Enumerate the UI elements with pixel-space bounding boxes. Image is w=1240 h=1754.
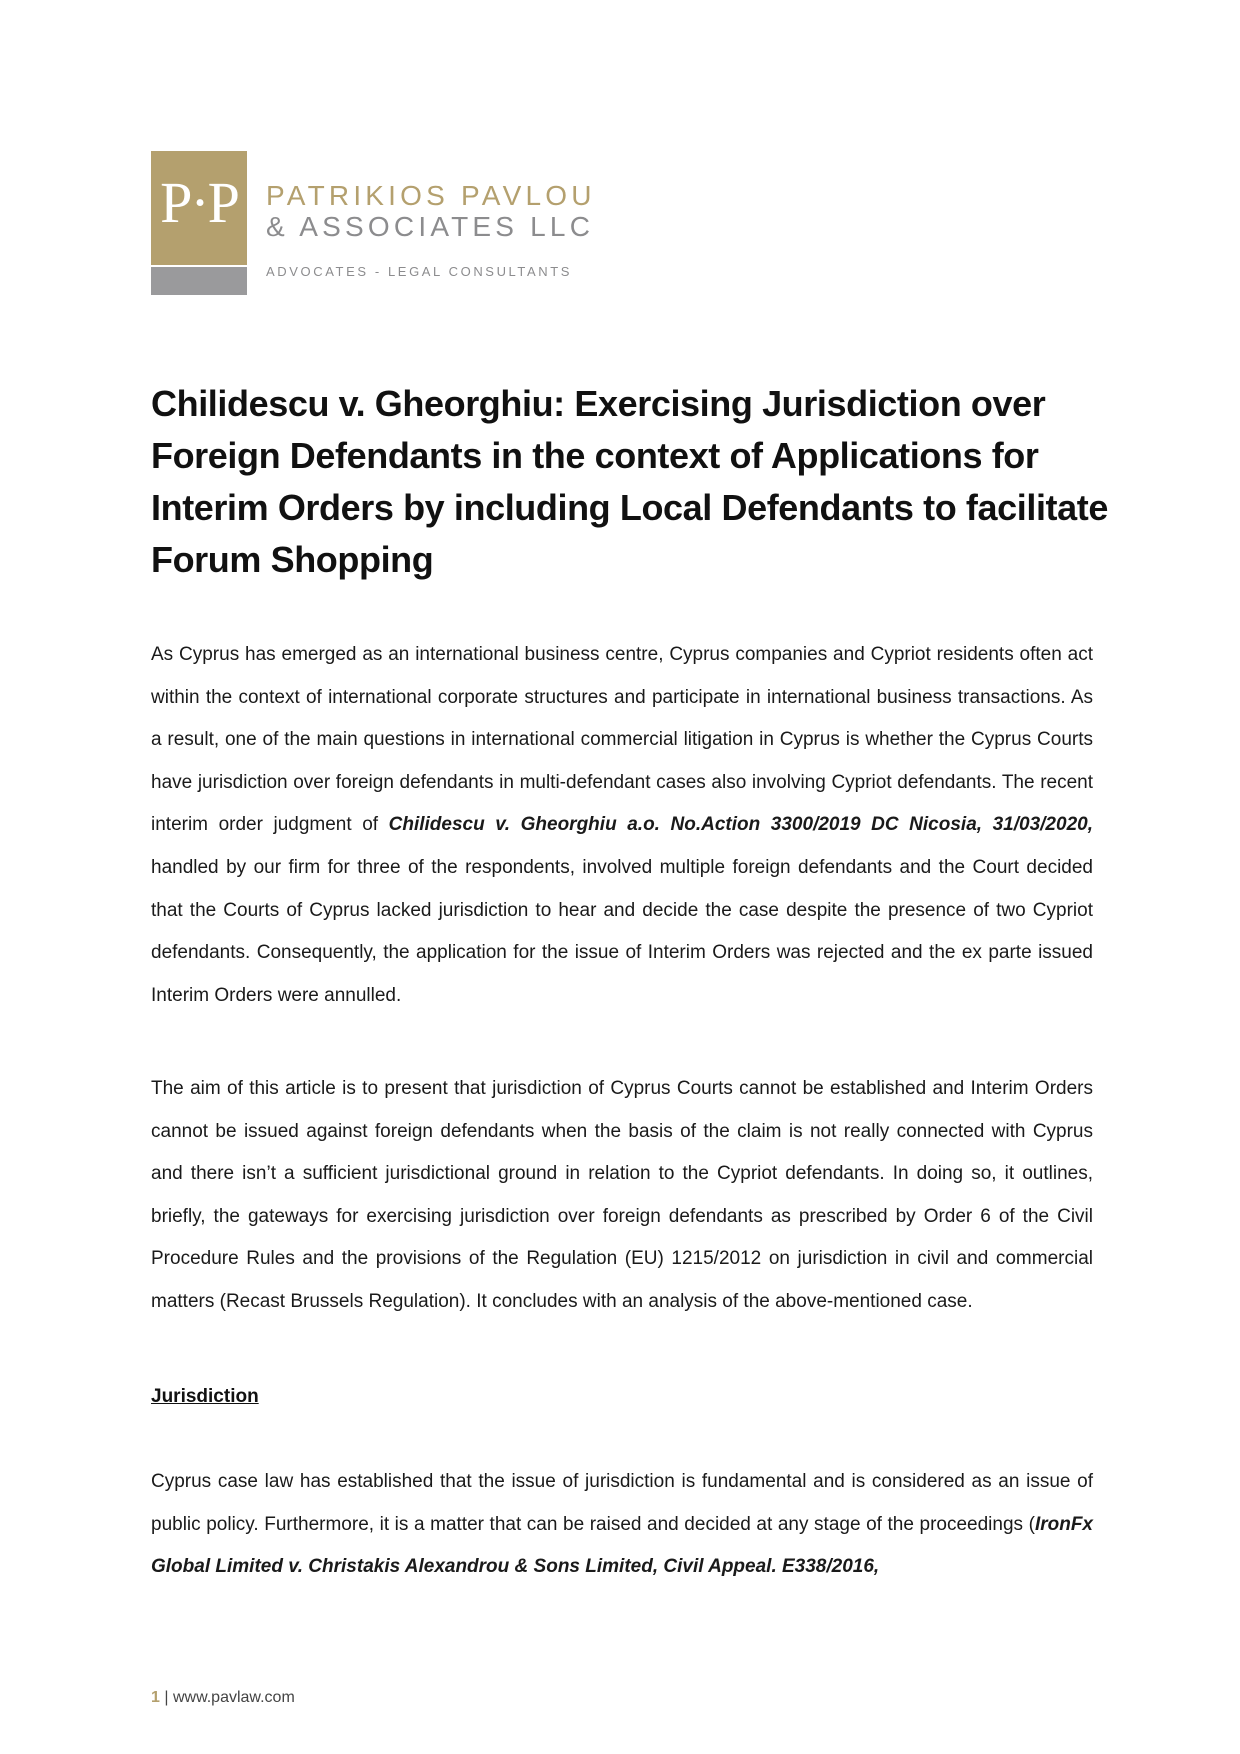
paragraph-3-text: Cyprus case law has established that the issue of jurisdiction is fundamental and is considered as an issue of public policy. Furthermore, it is a matter that can be raised and decided at any stage of the proceedings ( — [151, 1471, 1093, 1535]
firm-logo — [151, 151, 247, 295]
paragraph-1-text-a: As Cyprus has emerged as an international business centre, Cyprus companies and Cypriot residents often act within the context of international corporate structures and participate in international business transactions. As a result, one of the main questions in international commercial litigation in Cyprus is whether the Cyprus Courts have jurisdiction over foreign defendants in multi-defendant cases also involving Cypriot defendants. The recent interim order judgment of — [151, 644, 1093, 836]
firm-name-line1: PATRIKIOS PAVLOU — [266, 180, 596, 211]
firm-tagline: ADVOCATES - LEGAL CONSULTANTS — [266, 264, 573, 279]
logo-grey-bar — [151, 267, 247, 295]
footer-separator: | — [159, 1689, 173, 1706]
footer-website-link[interactable]: www.pavlaw.com — [172, 1689, 295, 1706]
logo-monogram: P·P — [160, 170, 238, 235]
paragraph-1-text-b: handled by our firm for three of the respondents, involved multiple foreign defendants and the Court decided that the Courts of Cyprus lacked jurisdiction to hear and decide the case despite the presence of two Cypriot defendants. Consequently, the application for the issue of Interim Orders was rejected and the ex parte issued Interim Orders were annulled. — [151, 856, 1093, 1006]
paragraph-1 — [151, 634, 1093, 1017]
firm-name-line2: & ASSOCIATES LLC — [266, 211, 595, 242]
paragraph-3 — [151, 1461, 1093, 1589]
page-footer — [151, 1689, 295, 1707]
page-number: 1 — [151, 1689, 160, 1706]
logo-gold-panel — [151, 151, 247, 265]
article-title: Chilidescu v. Gheorghiu: Exercising Jurisdiction over Foreign Defendants in the context of Applications for Interim Orders by including Local Defendants to facilitate Forum Shopping — [151, 383, 1108, 580]
case-reference-chilidescu: Chilidescu v. Gheorghiu a.o. No.Action 3300/2019 DC Nicosia, 31/03/2020, — [388, 814, 1093, 836]
section-heading-jurisdiction: Jurisdiction — [151, 1386, 259, 1407]
paragraph-2: The aim of this article is to present that jurisdiction of Cyprus Courts cannot be established and Interim Orders cannot be issued against foreign defendants when the basis of the claim is not really connected with Cyprus and there isn’t a sufficient jurisdictional ground in relation to the Cypriot defendants. In doing so, it outlines, briefly, the gateways for exercising jurisdiction over foreign defendants as prescribed by Order 6 of the Civil Procedure Rules and the provisions of the Regulation (EU) 1215/2012 on jurisdiction in civil and commercial matters (Recast Brussels Regulation). It concludes with an analysis of the above-mentioned case. — [151, 1078, 1093, 1312]
case-reference-ironfx: IronFx Global Limited v. Christakis Alexandrou & Sons Limited, Civil Appeal. E338/2016, — [151, 1513, 1093, 1578]
